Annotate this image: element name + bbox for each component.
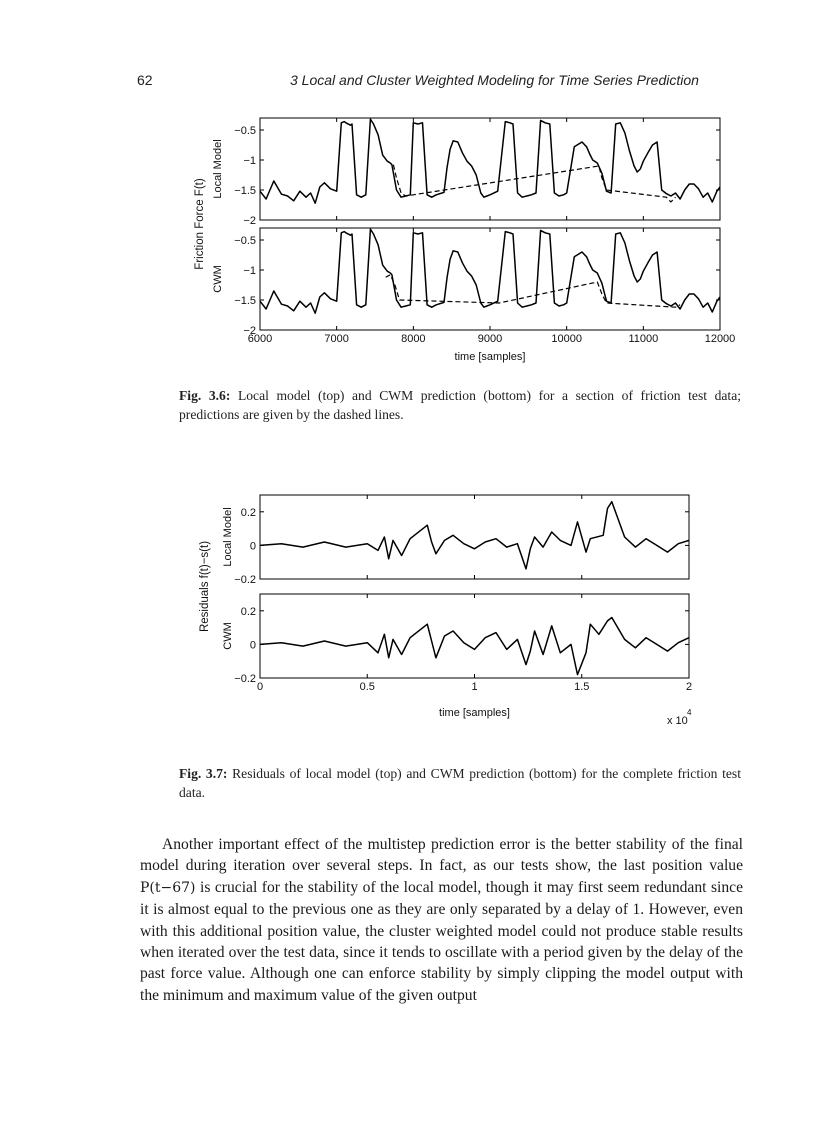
y-tick-label: 0.2 <box>240 506 256 519</box>
body-paragraph <box>140 834 743 1006</box>
body-text-part: Another important effect of the multistep prediction error is the better stability of the final model during iteration over several steps. In fact, as our tests show, the last position value <box>140 836 743 875</box>
y-tick-label: −0.2 <box>234 673 256 685</box>
x-tick-label: 9000 <box>477 333 503 345</box>
axes-frame <box>260 118 720 220</box>
figure-3-6-caption <box>179 386 741 424</box>
data-line <box>260 119 720 203</box>
x-exponent-label: x 10 <box>667 715 688 727</box>
x-tick-label: 1.5 <box>574 681 590 693</box>
caption-text: Local model (top) and CWM prediction (bottom) for a section of friction test data; predictions are given by the dashed lines. <box>179 388 741 422</box>
x-exponent-power: 4 <box>687 708 692 717</box>
data-line <box>260 502 689 569</box>
x-tick-label: 12000 <box>704 333 736 345</box>
data-line <box>260 618 689 675</box>
x-tick-label: 6000 <box>247 333 273 345</box>
y-tick-label: −2 <box>243 215 256 227</box>
x-axis-label: time [samples] <box>454 351 526 363</box>
y-axis-label: Residuals f(t)−s(t) <box>199 540 211 633</box>
y-tick-label: −0.5 <box>234 235 256 247</box>
axes-frame <box>260 594 689 678</box>
body-text-part: is crucial for the stability of the local model, though it may first seem redundant since it is almost equal to the previous one as they are only separated by a delay of 1. However, even with this additional position value, the cluster weighted model could not produce stable results when iterated over the test data, since it tends to oscillate with a period given by the delay of the past force value. Although one can enforce stability by simply clipping the model output with the minimum and maximum value of the given output <box>140 878 743 1004</box>
x-tick-label: 11000 <box>628 333 659 345</box>
y-tick-label: 0 <box>249 540 256 553</box>
x-tick-label: 8000 <box>401 333 426 345</box>
y-tick-label: −0.5 <box>234 125 256 137</box>
x-axis-label: time [samples] <box>439 707 510 719</box>
y-tick-label: −1.5 <box>234 295 256 307</box>
figure-3-6-chart <box>0 110 816 370</box>
caption-text: Residuals of local model (top) and CWM prediction (bottom) for the complete friction test data. <box>179 766 741 800</box>
y-tick-label: 0 <box>249 639 256 652</box>
x-tick-label: 7000 <box>324 333 349 345</box>
figure-3-7-chart <box>0 486 816 730</box>
data-line <box>260 229 720 313</box>
x-tick-label: 2 <box>685 681 693 693</box>
caption-label: Fig. 3.6: <box>179 388 231 403</box>
figure-3-7-caption <box>179 764 741 802</box>
y-axis-label: Friction Force F(t) <box>194 178 206 270</box>
y-tick-label: 0.2 <box>240 605 256 618</box>
x-tick-label: 0.5 <box>359 681 375 693</box>
x-tick-label: 0 <box>256 681 264 693</box>
page-number: 62 <box>137 72 153 88</box>
subplot-label: Local Model <box>222 507 234 567</box>
subplot-label: CWM <box>212 265 224 293</box>
x-tick-label: 10000 <box>551 333 582 345</box>
prediction-line <box>393 165 675 202</box>
x-tick-label: 1 <box>471 681 478 693</box>
y-tick-label: −1 <box>243 155 256 167</box>
y-tick-label: −0.2 <box>234 574 256 586</box>
y-tick-label: −1 <box>243 265 256 277</box>
subplot-label: Local Model <box>212 139 224 199</box>
math-expression: P(t−67) <box>140 879 196 896</box>
running-title: 3 Local and Cluster Weighted Modeling for Time Series Prediction <box>290 72 699 88</box>
y-tick-label: −1.5 <box>234 185 256 197</box>
subplot-label: CWM <box>222 622 234 650</box>
caption-label: Fig. 3.7: <box>179 766 228 781</box>
y-tick-label: −2 <box>243 325 256 337</box>
axes-frame <box>260 228 720 330</box>
